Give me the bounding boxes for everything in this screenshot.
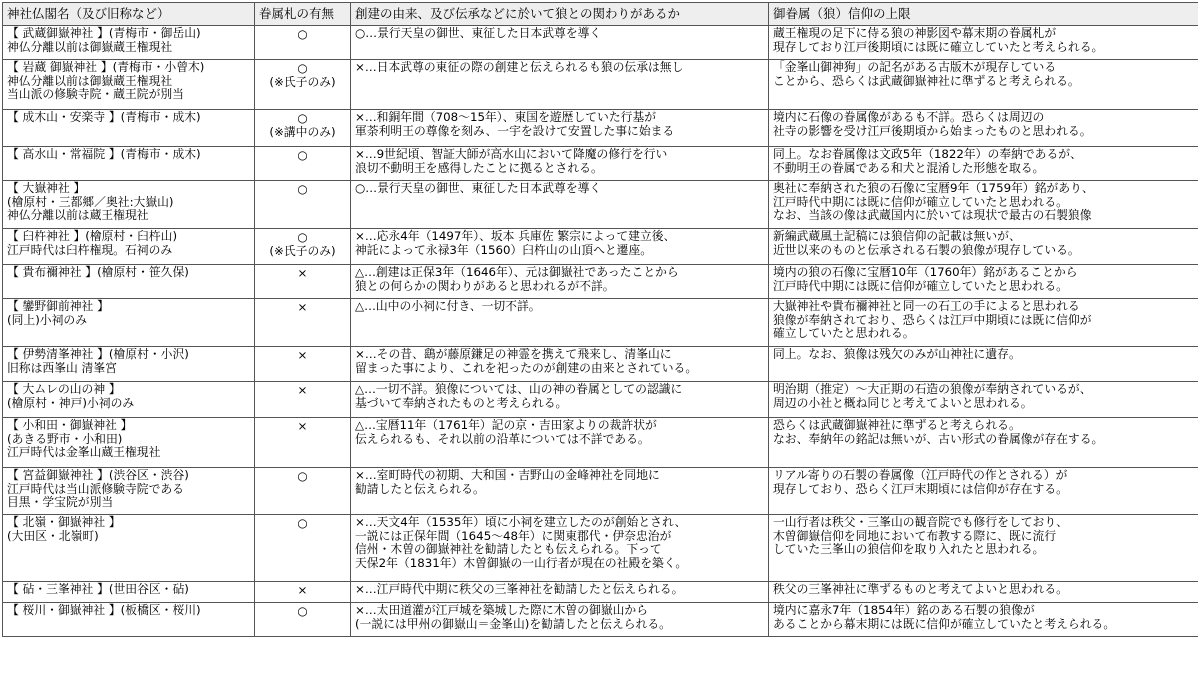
table-row xyxy=(3,582,1199,603)
table-row xyxy=(3,26,1199,60)
cell-origin: △…創建は正保3年（1646年）、元は御嶽社であったことから 狼との何らかの関わりがあると思われるが不詳。 xyxy=(351,265,769,299)
table-row xyxy=(3,229,1199,265)
cell-origin: △…山中の小祠に付き、一切不詳。 xyxy=(351,299,769,347)
cell-faith-limit: 大嶽神社や貴布禰神社と同一の石工の手によると思われる 狼像が奉納されており、恐らくは江戸中期頃には既に信仰が 確立していたと思われる。 xyxy=(769,299,1199,347)
cell-shrine-name: 【 伊勢清峯神社 】(檜原村・小沢) 旧称は西峯山 清峯宮 xyxy=(3,347,255,382)
cell-talisman: ○ (※氏子のみ) xyxy=(255,229,351,265)
cell-talisman: ○ (※講中のみ) xyxy=(255,110,351,147)
cell-origin: ×…日本武尊の東征の際の創建と伝えられるも狼の伝承は無し xyxy=(351,60,769,110)
cell-talisman: ○ (※氏子のみ) xyxy=(255,60,351,110)
table-row xyxy=(3,147,1199,181)
table-row xyxy=(3,181,1199,229)
cell-origin: ×…江戸時代中期に秩父の三峯神社を勧請したと伝えられる。 xyxy=(351,582,769,603)
cell-origin: ×…太田道灌が江戸城を築城した際に木曽の御嶽山から (一説には甲州の御嶽山＝金峯山)を勧請したと伝えられる。 xyxy=(351,603,769,637)
cell-origin: ×…その昔、鷂が藤原鎌足の神霊を携えて飛来し、清峯山に 留まった事により、これを祀ったのが創建の由来とされている。 xyxy=(351,347,769,382)
cell-shrine-name: 【 成木山・安楽寺 】(青梅市・成木) xyxy=(3,110,255,147)
cell-shrine-name: 【 小和田・御嶽神社 】 (あきる野市・小和田) 江戸時代は金峯山蔵王権現社 xyxy=(3,418,255,468)
table-row xyxy=(3,382,1199,418)
cell-origin: ×…9世紀頃、智証大師が高水山において降魔の修行を行い 浪切不動明王を感得したことに拠るとされる。 xyxy=(351,147,769,181)
cell-talisman: ○ xyxy=(255,603,351,637)
cell-shrine-name: 【 宮益御嶽神社 】(渋谷区・渋谷) 江戸時代は当山派修験寺院である 目黒・学宝院が別当 xyxy=(3,468,255,515)
cell-faith-limit: 一山行者は秩父・三峯山の観音院でも修行をしており、 木曽御嶽信仰を同地において布教する際に、既に流行 していた三峯山の狼信仰を取り入れたと思われる。 xyxy=(769,515,1199,582)
cell-faith-limit: 明治期（推定）～大正期の石造の狼像が奉納されているが、 周辺の小社と概ね同じと考えてよいと思われる。 xyxy=(769,382,1199,418)
cell-origin: ○…景行天皇の御世、東征した日本武尊を導く xyxy=(351,181,769,229)
cell-faith-limit: 恐らくは武蔵御嶽神社に準ずると考えられる。 なお、奉納年の銘記は無いが、古い形式の眷属像が存在する。 xyxy=(769,418,1199,468)
cell-shrine-name: 【 砧・三峯神社 】(世田谷区・砧) xyxy=(3,582,255,603)
header-origin: 創建の由来、及び伝承などに於いて狼との関わりがあるか xyxy=(351,3,769,26)
cell-shrine-name: 【 臼杵神社 】(檜原村・臼杵山) 江戸時代は臼杵権現。石祠のみ xyxy=(3,229,255,265)
cell-origin: △…一切不詳。狼像については、山の神の眷属としての認識に 基づいて奉納されたものと考えられる。 xyxy=(351,382,769,418)
cell-talisman: ○ xyxy=(255,147,351,181)
cell-faith-limit: 境内に嘉永7年（1854年）銘のある石製の狼像が あることから幕末期には既に信仰が確立していたと考えられる。 xyxy=(769,603,1199,637)
cell-faith-limit: 秩父の三峯神社に準ずるものと考えてよいと思われる。 xyxy=(769,582,1199,603)
cell-origin: ×…室町時代の初期、大和国・吉野山の金峰神社を同地に 勧請したと伝えられる。 xyxy=(351,468,769,515)
table-row xyxy=(3,265,1199,299)
cell-talisman: × xyxy=(255,582,351,603)
shrine-table xyxy=(2,2,1198,637)
cell-talisman: × xyxy=(255,347,351,382)
cell-shrine-name: 【 高水山・常福院 】(青梅市・成木) xyxy=(3,147,255,181)
cell-talisman: ○ xyxy=(255,181,351,229)
cell-talisman: ○ xyxy=(255,26,351,60)
cell-shrine-name: 【 大ムレの山の神 】 (檜原村・神戸)小祠のみ xyxy=(3,382,255,418)
cell-origin: △…宝暦11年（1761年）記の京・吉田家よりの裁許状が 伝えられるも、それ以前の沿革については不詳である。 xyxy=(351,418,769,468)
cell-talisman: ○ xyxy=(255,515,351,582)
header-faith-limit: 御眷属（狼）信仰の上限 xyxy=(769,3,1199,26)
cell-talisman: × xyxy=(255,299,351,347)
cell-faith-limit: 蔵王権現の足下に侍る狼の神影図や幕末期の眷属札が 現存しており江戸後期頃には既に確立していたと考えられる。 xyxy=(769,26,1199,60)
cell-shrine-name: 【 鑾野御前神社 】 (同上)小祠のみ xyxy=(3,299,255,347)
cell-faith-limit: 新編武蔵風土記稿には狼信仰の記載は無いが、 近世以来のものと伝承される石製の狼像が現存している。 xyxy=(769,229,1199,265)
cell-faith-limit: 同上。なお、狼像は残欠のみが山神社に遺存。 xyxy=(769,347,1199,382)
cell-shrine-name: 【 武蔵御嶽神社 】(青梅市・御岳山) 神仏分離以前は御嶽蔵王権現社 xyxy=(3,26,255,60)
cell-shrine-name: 【 貴布禰神社 】(檜原村・笹久保) xyxy=(3,265,255,299)
header-talisman: 眷属札の有無 xyxy=(255,3,351,26)
table-row xyxy=(3,299,1199,347)
cell-talisman: × xyxy=(255,418,351,468)
cell-faith-limit: 「金峯山御神狗」の記名がある古版木が現存している ことから、恐らくは武蔵御嶽神社に準ずると考えられる。 xyxy=(769,60,1199,110)
table-row xyxy=(3,347,1199,382)
table-row xyxy=(3,110,1199,147)
table-row xyxy=(3,60,1199,110)
table-row xyxy=(3,418,1199,468)
cell-shrine-name: 【 桜川・御嶽神社 】(板橋区・桜川) xyxy=(3,603,255,637)
table-body xyxy=(3,26,1199,637)
cell-talisman: × xyxy=(255,382,351,418)
cell-faith-limit: 奥社に奉納された狼の石像に宝暦9年（1759年）銘があり、 江戸時代中期には既に信仰が確立していたと思われる。 なお、当該の像は武蔵国内に於いては現状で最古の石製狼像 xyxy=(769,181,1199,229)
cell-origin: ×…和銅年間（708～15年）、東国を遊歴していた行基が 軍荼利明王の尊像を刻み、一宇を設けて安置した事に始まる xyxy=(351,110,769,147)
cell-faith-limit: 境内に石像の眷属像があるも不詳。恐らくは周辺の 社寺の影響を受け江戸後期頃から始まったものと思われる。 xyxy=(769,110,1199,147)
page xyxy=(2,2,1198,693)
cell-shrine-name: 【 岩蔵 御嶽神社 】(青梅市・小曾木) 神仏分離以前は御嶽蔵王権現社 当山派の修験寺院・蔵王院が別当 xyxy=(3,60,255,110)
cell-shrine-name: 【 北嶺・御嶽神社 】 (大田区・北嶺町) xyxy=(3,515,255,582)
cell-talisman: ○ xyxy=(255,468,351,515)
table-row xyxy=(3,603,1199,637)
cell-origin: ×…応永4年（1497年）、坂本 兵庫佐 繁宗によって建立後、 神託によって永禄3年（1560）臼杵山の山頂へと遷座。 xyxy=(351,229,769,265)
cell-origin: ×…天文4年（1535年）頃に小祠を建立したのが創始とされ、 一説には正保年間（1645～48年）に関東郡代・伊奈忠治が 信州・木曽の御嶽神社を勧請したとも伝えられる。下って 天保2年（1831年）木曽御嶽の一山行者が現在の社殿を築く。 xyxy=(351,515,769,582)
header-row xyxy=(3,3,1199,26)
cell-faith-limit: リアル寄りの石製の眷属像（江戸時代の作とされる）が 現存しており、恐らく江戸末期頃には信仰が存在する。 xyxy=(769,468,1199,515)
cell-faith-limit: 同上。なお眷属像は文政5年（1822年）の奉納であるが、 不動明王の眷属である和犬と混淆した形態を取る。 xyxy=(769,147,1199,181)
cell-talisman: × xyxy=(255,265,351,299)
cell-faith-limit: 境内の狼の石像に宝暦10年（1760年）銘があることから 江戸時代中期には既に信仰が確立していたと思われる。 xyxy=(769,265,1199,299)
header-shrine-name: 神社仏閣名（及び旧称など） xyxy=(3,3,255,26)
cell-origin: ○…景行天皇の御世、東征した日本武尊を導く xyxy=(351,26,769,60)
table-row xyxy=(3,468,1199,515)
cell-shrine-name: 【 大嶽神社 】 (檜原村・三都郷／奥社:大嶽山) 神仏分離以前は蔵王権現社 xyxy=(3,181,255,229)
table-row xyxy=(3,515,1199,582)
